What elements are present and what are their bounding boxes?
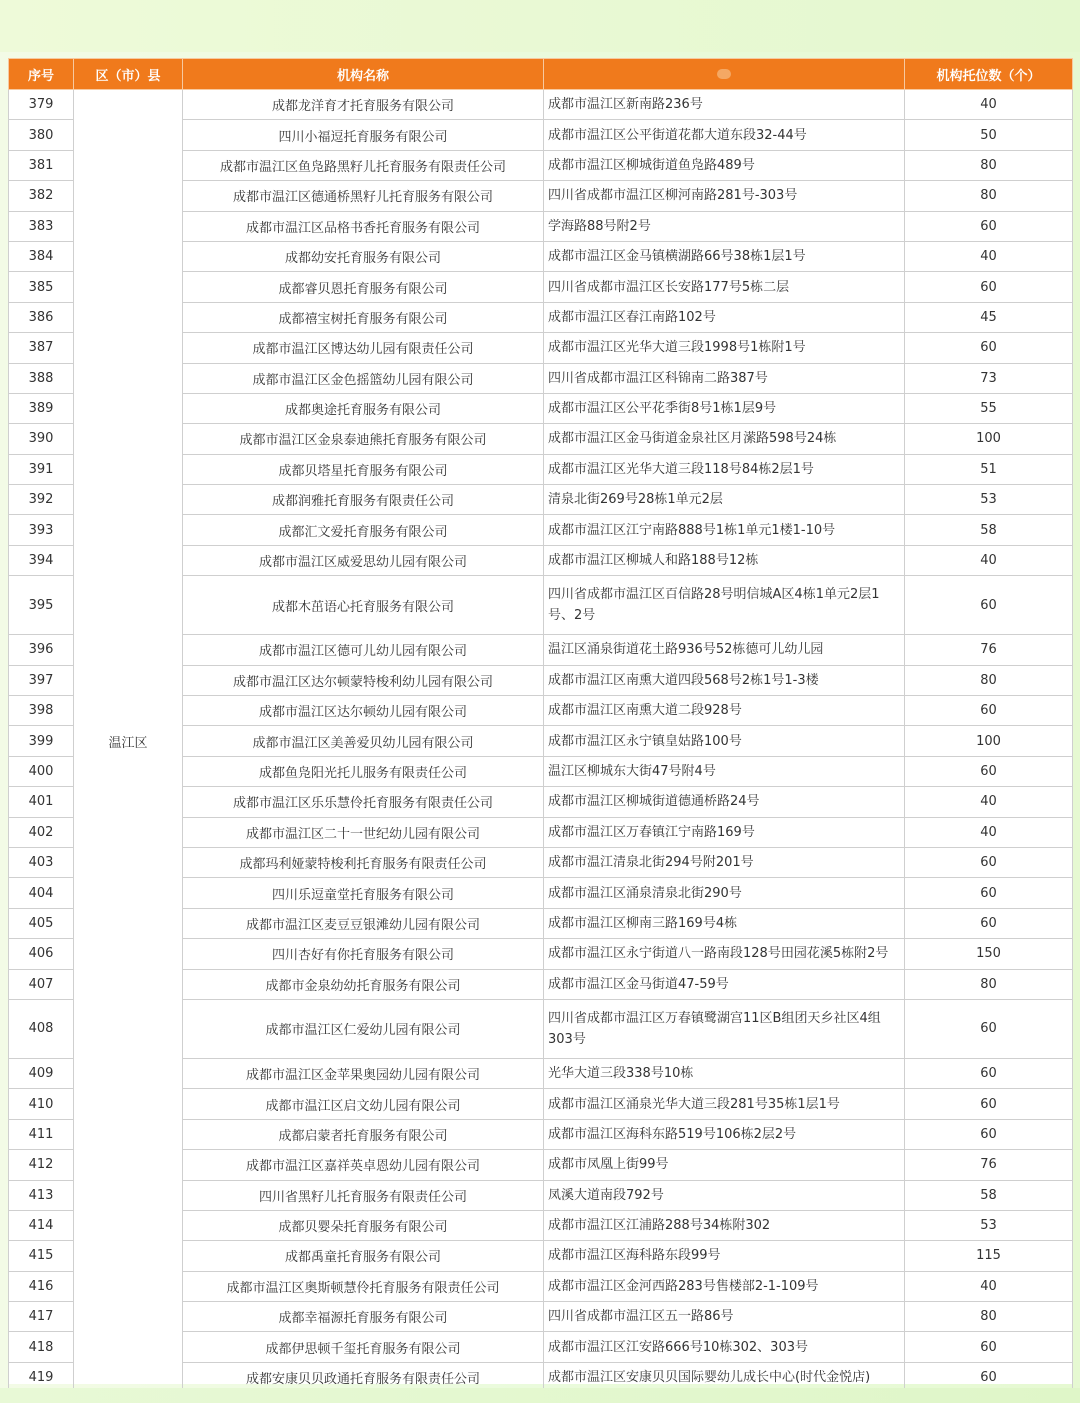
row-name: 成都市金泉幼幼托育服务有限公司 (183, 969, 544, 999)
row-name: 四川乐逗童堂托育服务有限公司 (183, 878, 544, 908)
row-name: 成都市温江区麦豆豆银滩幼儿园有限公司 (183, 908, 544, 938)
row-address: 成都市温江区涌泉清泉北街290号 (544, 878, 905, 908)
row-address: 成都市温江区永宁街道八一路南段128号田园花溪5栋附2号 (544, 939, 905, 969)
row-capacity: 45 (905, 302, 1073, 332)
row-seq: 407 (9, 969, 74, 999)
row-name: 成都汇文爱托育服务有限公司 (183, 515, 544, 545)
row-name: 四川杏好有你托育服务有限公司 (183, 939, 544, 969)
row-address: 成都市温江区公平街道花都大道东段32-44号 (544, 120, 905, 150)
row-seq: 398 (9, 696, 74, 726)
row-address: 成都市温江区万春镇江宁南路169号 (544, 817, 905, 847)
row-name: 成都贝塔星托育服务有限公司 (183, 454, 544, 484)
row-capacity: 60 (905, 1089, 1073, 1119)
row-name: 成都幸福源托育服务有限公司 (183, 1302, 544, 1332)
row-name: 成都市温江区金色摇篮幼儿园有限公司 (183, 363, 544, 393)
row-address: 四川省成都市温江区科锦南二路387号 (544, 363, 905, 393)
row-name: 成都木茁语心托育服务有限公司 (183, 576, 544, 635)
institution-table (8, 58, 1073, 1393)
row-capacity: 60 (905, 1119, 1073, 1149)
row-name: 成都市温江区美善爱贝幼儿园有限公司 (183, 726, 544, 756)
row-seq: 392 (9, 485, 74, 515)
row-seq: 386 (9, 302, 74, 332)
row-address: 四川省成都市温江区五一路86号 (544, 1302, 905, 1332)
row-seq: 393 (9, 515, 74, 545)
row-name: 成都市温江区奥斯顿慧伶托育服务有限责任公司 (183, 1271, 544, 1301)
row-name: 成都市温江区鱼凫路黑籽儿托育服务有限责任公司 (183, 150, 544, 180)
row-seq: 380 (9, 120, 74, 150)
row-seq: 412 (9, 1150, 74, 1180)
row-name: 成都奥途托育服务有限公司 (183, 393, 544, 423)
row-seq: 401 (9, 787, 74, 817)
row-address: 成都市温江区光华大道三段118号84栋2层1号 (544, 454, 905, 484)
table-header-row (9, 59, 1073, 90)
row-address: 成都市温江区公平花季街8号1栋1层9号 (544, 393, 905, 423)
row-seq: 381 (9, 150, 74, 180)
row-address: 成都市温江清泉北街294号附201号 (544, 847, 905, 877)
row-capacity: 60 (905, 908, 1073, 938)
row-seq: 396 (9, 635, 74, 665)
row-name: 成都鱼凫阳光托儿服务有限责任公司 (183, 756, 544, 786)
row-address: 成都市温江区柳城街道德通桥路24号 (544, 787, 905, 817)
row-address: 成都市温江区江安路666号10栋302、303号 (544, 1332, 905, 1362)
obscured-header-mark (717, 69, 731, 79)
top-background-band (0, 0, 1080, 52)
row-name: 成都禧宝树托育服务有限公司 (183, 302, 544, 332)
row-name: 成都伊思顿千玺托育服务有限公司 (183, 1332, 544, 1362)
row-name: 成都龙洋育才托育服务有限公司 (183, 90, 544, 120)
row-seq: 417 (9, 1302, 74, 1332)
row-address: 成都市温江区金马街道47-59号 (544, 969, 905, 999)
row-seq: 385 (9, 272, 74, 302)
row-address: 成都市温江区海科路东段99号 (544, 1241, 905, 1271)
row-address: 成都市温江区金河西路283号售楼部2-1-109号 (544, 1271, 905, 1301)
row-capacity: 80 (905, 1302, 1073, 1332)
district-cell: 温江区 (74, 90, 183, 1393)
row-name: 成都市温江区德通桥黑籽儿托育服务有限公司 (183, 181, 544, 211)
row-capacity: 76 (905, 635, 1073, 665)
row-seq: 413 (9, 1180, 74, 1210)
data-sheet (8, 58, 1072, 1388)
row-capacity: 76 (905, 1150, 1073, 1180)
row-name: 成都市温江区金苹果奥园幼儿园有限公司 (183, 1058, 544, 1088)
row-seq: 403 (9, 847, 74, 877)
row-capacity: 80 (905, 181, 1073, 211)
row-address: 温江区柳城东大街47号附4号 (544, 756, 905, 786)
row-seq: 410 (9, 1089, 74, 1119)
row-name: 成都市温江区达尔顿蒙特梭利幼儿园有限公司 (183, 665, 544, 695)
row-capacity: 40 (905, 817, 1073, 847)
row-name: 成都市温江区威爱思幼儿园有限公司 (183, 545, 544, 575)
row-name: 成都市温江区启文幼儿园有限公司 (183, 1089, 544, 1119)
row-address: 成都市温江区柳南三路169号4栋 (544, 908, 905, 938)
row-address: 成都市温江区涌泉光华大道三段281号35栋1层1号 (544, 1089, 905, 1119)
row-name: 成都安康贝贝政通托育服务有限责任公司 (183, 1362, 544, 1392)
row-address: 成都市温江区金马街道金泉社区月潆路598号24栋 (544, 424, 905, 454)
row-capacity: 60 (905, 272, 1073, 302)
row-capacity: 53 (905, 1210, 1073, 1240)
row-address: 成都市温江区海科东路519号106栋2层2号 (544, 1119, 905, 1149)
row-name: 成都市温江区德可儿幼儿园有限公司 (183, 635, 544, 665)
row-seq: 394 (9, 545, 74, 575)
row-seq: 419 (9, 1362, 74, 1392)
row-seq: 388 (9, 363, 74, 393)
row-address: 成都市温江区永宁镇皇姑路100号 (544, 726, 905, 756)
row-seq: 390 (9, 424, 74, 454)
header-district: 区（市）县 (74, 59, 183, 90)
row-name: 成都市温江区品格书香托育服务有限公司 (183, 211, 544, 241)
row-capacity: 40 (905, 241, 1073, 271)
row-capacity: 55 (905, 393, 1073, 423)
row-capacity: 50 (905, 120, 1073, 150)
row-name: 四川小福逗托育服务有限公司 (183, 120, 544, 150)
row-capacity: 60 (905, 211, 1073, 241)
row-seq: 382 (9, 181, 74, 211)
row-seq: 416 (9, 1271, 74, 1301)
row-capacity: 53 (905, 485, 1073, 515)
row-address: 成都市温江区南熏大道二段928号 (544, 696, 905, 726)
row-capacity: 60 (905, 1332, 1073, 1362)
row-capacity: 40 (905, 90, 1073, 120)
row-name: 成都禹童托育服务有限公司 (183, 1241, 544, 1271)
header-seq: 序号 (9, 59, 74, 90)
row-seq: 391 (9, 454, 74, 484)
row-address: 凤溪大道南段792号 (544, 1180, 905, 1210)
row-capacity: 40 (905, 1271, 1073, 1301)
row-seq: 405 (9, 908, 74, 938)
row-address: 成都市温江区柳城街道鱼凫路489号 (544, 150, 905, 180)
row-seq: 409 (9, 1058, 74, 1088)
row-name: 成都玛利娅蒙特梭利托育服务有限责任公司 (183, 847, 544, 877)
row-address: 四川省成都市温江区万春镇鹭湖宫11区B组团天乡社区4组303号 (544, 999, 905, 1058)
row-capacity: 58 (905, 515, 1073, 545)
row-seq: 404 (9, 878, 74, 908)
row-capacity: 60 (905, 756, 1073, 786)
row-seq: 395 (9, 576, 74, 635)
row-capacity: 80 (905, 969, 1073, 999)
row-name: 成都贝婴朵托育服务有限公司 (183, 1210, 544, 1240)
row-address: 成都市凤凰上街99号 (544, 1150, 905, 1180)
row-capacity: 60 (905, 1058, 1073, 1088)
row-address: 成都市温江区春江南路102号 (544, 302, 905, 332)
row-name: 成都市温江区仁爱幼儿园有限公司 (183, 999, 544, 1058)
row-name: 成都幼安托育服务有限公司 (183, 241, 544, 271)
row-address: 四川省成都市温江区柳河南路281号-303号 (544, 181, 905, 211)
row-seq: 387 (9, 333, 74, 363)
row-seq: 400 (9, 756, 74, 786)
row-seq: 379 (9, 90, 74, 120)
row-seq: 418 (9, 1332, 74, 1362)
row-address: 四川省成都市温江区长安路177号5栋二层 (544, 272, 905, 302)
row-seq: 399 (9, 726, 74, 756)
row-name: 四川省黑籽儿托育服务有限责任公司 (183, 1180, 544, 1210)
row-address: 温江区涌泉街道花土路936号52栋德可儿幼儿园 (544, 635, 905, 665)
row-capacity: 80 (905, 665, 1073, 695)
header-address (544, 59, 905, 90)
row-name: 成都启蒙者托育服务有限公司 (183, 1119, 544, 1149)
row-capacity: 115 (905, 1241, 1073, 1271)
row-seq: 415 (9, 1241, 74, 1271)
row-seq: 414 (9, 1210, 74, 1240)
row-capacity: 100 (905, 424, 1073, 454)
row-capacity: 80 (905, 150, 1073, 180)
row-name: 成都润雅托育服务有限责任公司 (183, 485, 544, 515)
row-name: 成都市温江区二十一世纪幼儿园有限公司 (183, 817, 544, 847)
row-name: 成都睿贝恩托育服务有限公司 (183, 272, 544, 302)
row-seq: 406 (9, 939, 74, 969)
row-seq: 389 (9, 393, 74, 423)
row-capacity: 60 (905, 333, 1073, 363)
row-address: 成都市温江区南熏大道四段568号2栋1号1-3楼 (544, 665, 905, 695)
row-name: 成都市温江区博达幼儿园有限责任公司 (183, 333, 544, 363)
row-seq: 383 (9, 211, 74, 241)
row-capacity: 60 (905, 696, 1073, 726)
table-row (9, 90, 1073, 120)
row-address: 清泉北街269号28栋1单元2层 (544, 485, 905, 515)
row-address: 四川省成都市温江区百信路28号明信城A区4栋1单元2层1号、2号 (544, 576, 905, 635)
row-capacity: 60 (905, 1362, 1073, 1392)
row-name: 成都市温江区金泉泰迪熊托育服务有限公司 (183, 424, 544, 454)
row-seq: 402 (9, 817, 74, 847)
row-capacity: 40 (905, 787, 1073, 817)
header-capacity: 机构托位数（个） (905, 59, 1073, 90)
row-address: 成都市温江区柳城人和路188号12栋 (544, 545, 905, 575)
row-address: 成都市温江区江宁南路888号1栋1单元1楼1-10号 (544, 515, 905, 545)
row-capacity: 60 (905, 847, 1073, 877)
row-capacity: 100 (905, 726, 1073, 756)
row-address: 成都市温江区光华大道三段1998号1栋附1号 (544, 333, 905, 363)
row-address: 成都市温江区安康贝贝国际婴幼儿成长中心(时代金悦店) (544, 1362, 905, 1392)
row-capacity: 51 (905, 454, 1073, 484)
row-address: 光华大道三段338号10栋 (544, 1058, 905, 1088)
row-address: 成都市温江区金马镇横湖路66号38栋1层1号 (544, 241, 905, 271)
row-capacity: 150 (905, 939, 1073, 969)
row-capacity: 60 (905, 576, 1073, 635)
row-seq: 411 (9, 1119, 74, 1149)
row-capacity: 58 (905, 1180, 1073, 1210)
row-capacity: 40 (905, 545, 1073, 575)
row-capacity: 60 (905, 878, 1073, 908)
row-seq: 397 (9, 665, 74, 695)
row-name: 成都市温江区乐乐慧伶托育服务有限责任公司 (183, 787, 544, 817)
table-body (9, 90, 1073, 1393)
bottom-background-band (0, 1388, 1080, 1403)
row-seq: 408 (9, 999, 74, 1058)
row-address: 成都市温江区新南路236号 (544, 90, 905, 120)
row-address: 成都市温江区江浦路288号34栋附302 (544, 1210, 905, 1240)
row-capacity: 73 (905, 363, 1073, 393)
row-name: 成都市温江区达尔顿幼儿园有限公司 (183, 696, 544, 726)
row-capacity: 60 (905, 999, 1073, 1058)
row-name: 成都市温江区嘉祥英卓恩幼儿园有限公司 (183, 1150, 544, 1180)
row-seq: 384 (9, 241, 74, 271)
row-address: 学海路88号附2号 (544, 211, 905, 241)
header-name: 机构名称 (183, 59, 544, 90)
